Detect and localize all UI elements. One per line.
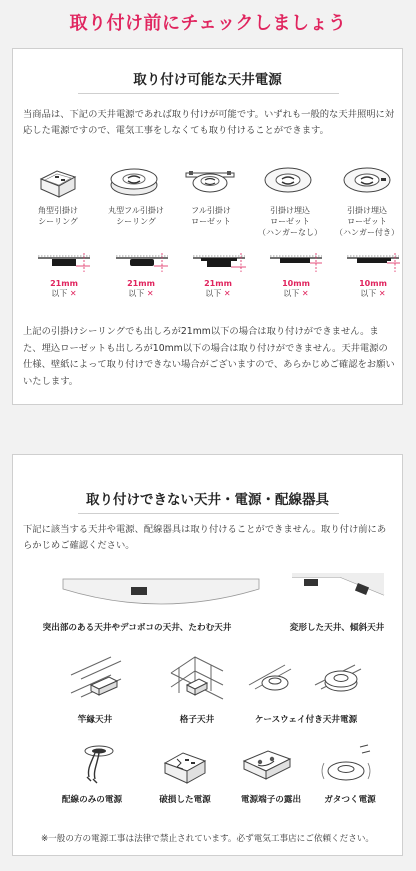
possible-intro-text: 当商品は、下記の天井電源であれば取り付けが可能です。いずれも一般的な天井照明に対応した電源ですので、電気工事をしなくても取り付けることができます。 [23,109,395,136]
page-title: 取り付け前にチェックしましょう [69,13,347,34]
item-caption-4: 引掛け埋込 ローゼット （ハンガーなし） [258,206,322,237]
full-hook-rosette-icon [183,159,237,205]
row3-label-3: 電源端子の露出 [240,795,302,805]
embedded-hook-rosette-hanger-icon [340,159,394,205]
impossible-outlets-card [12,454,403,856]
item-caption-3: フル引掛け ローゼット [191,206,231,226]
row3-label-1: 配線のみの電源 [61,795,123,805]
round-full-hook-ceiling-icon [107,159,161,205]
clearance-diagram-3 [191,252,247,280]
item-caption-2: 丸型フル引掛け シーリング [108,206,164,226]
spec-value-3: 21mm [204,279,232,288]
title-divider [78,513,339,514]
spec-value-2: 21mm [127,279,155,288]
possible-outlets-card [12,48,403,405]
broken-outlet-icon [157,745,213,795]
title-divider [78,93,339,94]
uneven-ceiling-icon [61,575,261,617]
spec-label-2: 以下 ✕ [128,289,154,298]
row1-label-2: 変形した天井、傾斜天井 [289,623,385,633]
spec-value-4: 10mm [282,279,310,288]
clearance-diagram-2 [114,252,170,280]
legal-notice: ※一般の方の電源工事は法律で禁止されています。必ず電気工事店にご依頼ください。 [40,834,375,844]
clearance-diagram-1 [36,252,92,280]
spec-label-5: 以下 ✕ [360,289,386,298]
item-caption-1: 角型引掛け シーリング [38,206,78,226]
clearance-diagram-4 [268,252,324,280]
wiring-only-icon [69,743,119,797]
possible-outlets-title: 取り付け可能な天井電源 [133,72,282,88]
exposed-terminal-icon [240,747,294,793]
row3-label-2: 破損した電源 [159,795,211,805]
spec-label-1: 以下 ✕ [51,289,77,298]
page-banner [0,0,416,44]
item-caption-5: 引掛け埋込 ローゼット （ハンガー付き） [335,206,399,237]
rafter-ceiling-icon [67,655,131,709]
spec-value-1: 21mm [50,279,78,288]
square-hook-ceiling-icon [33,161,83,205]
row2-label-3: ケースウェイ付き天井電源 [254,715,358,725]
sloped-ceiling-icon [290,573,386,617]
embedded-hook-rosette-icon [261,159,315,205]
possible-notes-text: 上記の引掛けシーリングでも出しろが21mm以下の場合は取り付けができません。また、埋込ローゼットも出しろが10mm以下の場合は取り付けができません。天井電源の仕様、壁紙によって取り付けできない場合がございますので、あらかじめご確認をお願いいたします。 [23,326,395,387]
row2-label-1: 竿縁天井 [77,715,113,725]
row2-label-2: 格子天井 [179,715,215,725]
spec-label-3: 以下 ✕ [205,289,231,298]
loose-outlet-icon [316,743,380,797]
impossible-intro-text: 下記に該当する天井や電源、配線器具は取り付けることができません。取り付け前にあらかじめご確認ください。 [23,524,387,551]
spec-value-5: 10mm [359,279,387,288]
spec-label-4: 以下 ✕ [283,289,309,298]
clearance-diagram-5 [345,252,401,280]
lattice-ceiling-icon [165,653,229,709]
row3-label-4: ガタつく電源 [324,795,376,805]
impossible-outlets-title: 取り付けできない天井・電源・配線器具 [86,492,329,508]
caseway-ceiling-icon [245,655,375,711]
row1-label-1: 突出部のある天井やデコボコの天井、たわむ天井 [42,623,232,633]
